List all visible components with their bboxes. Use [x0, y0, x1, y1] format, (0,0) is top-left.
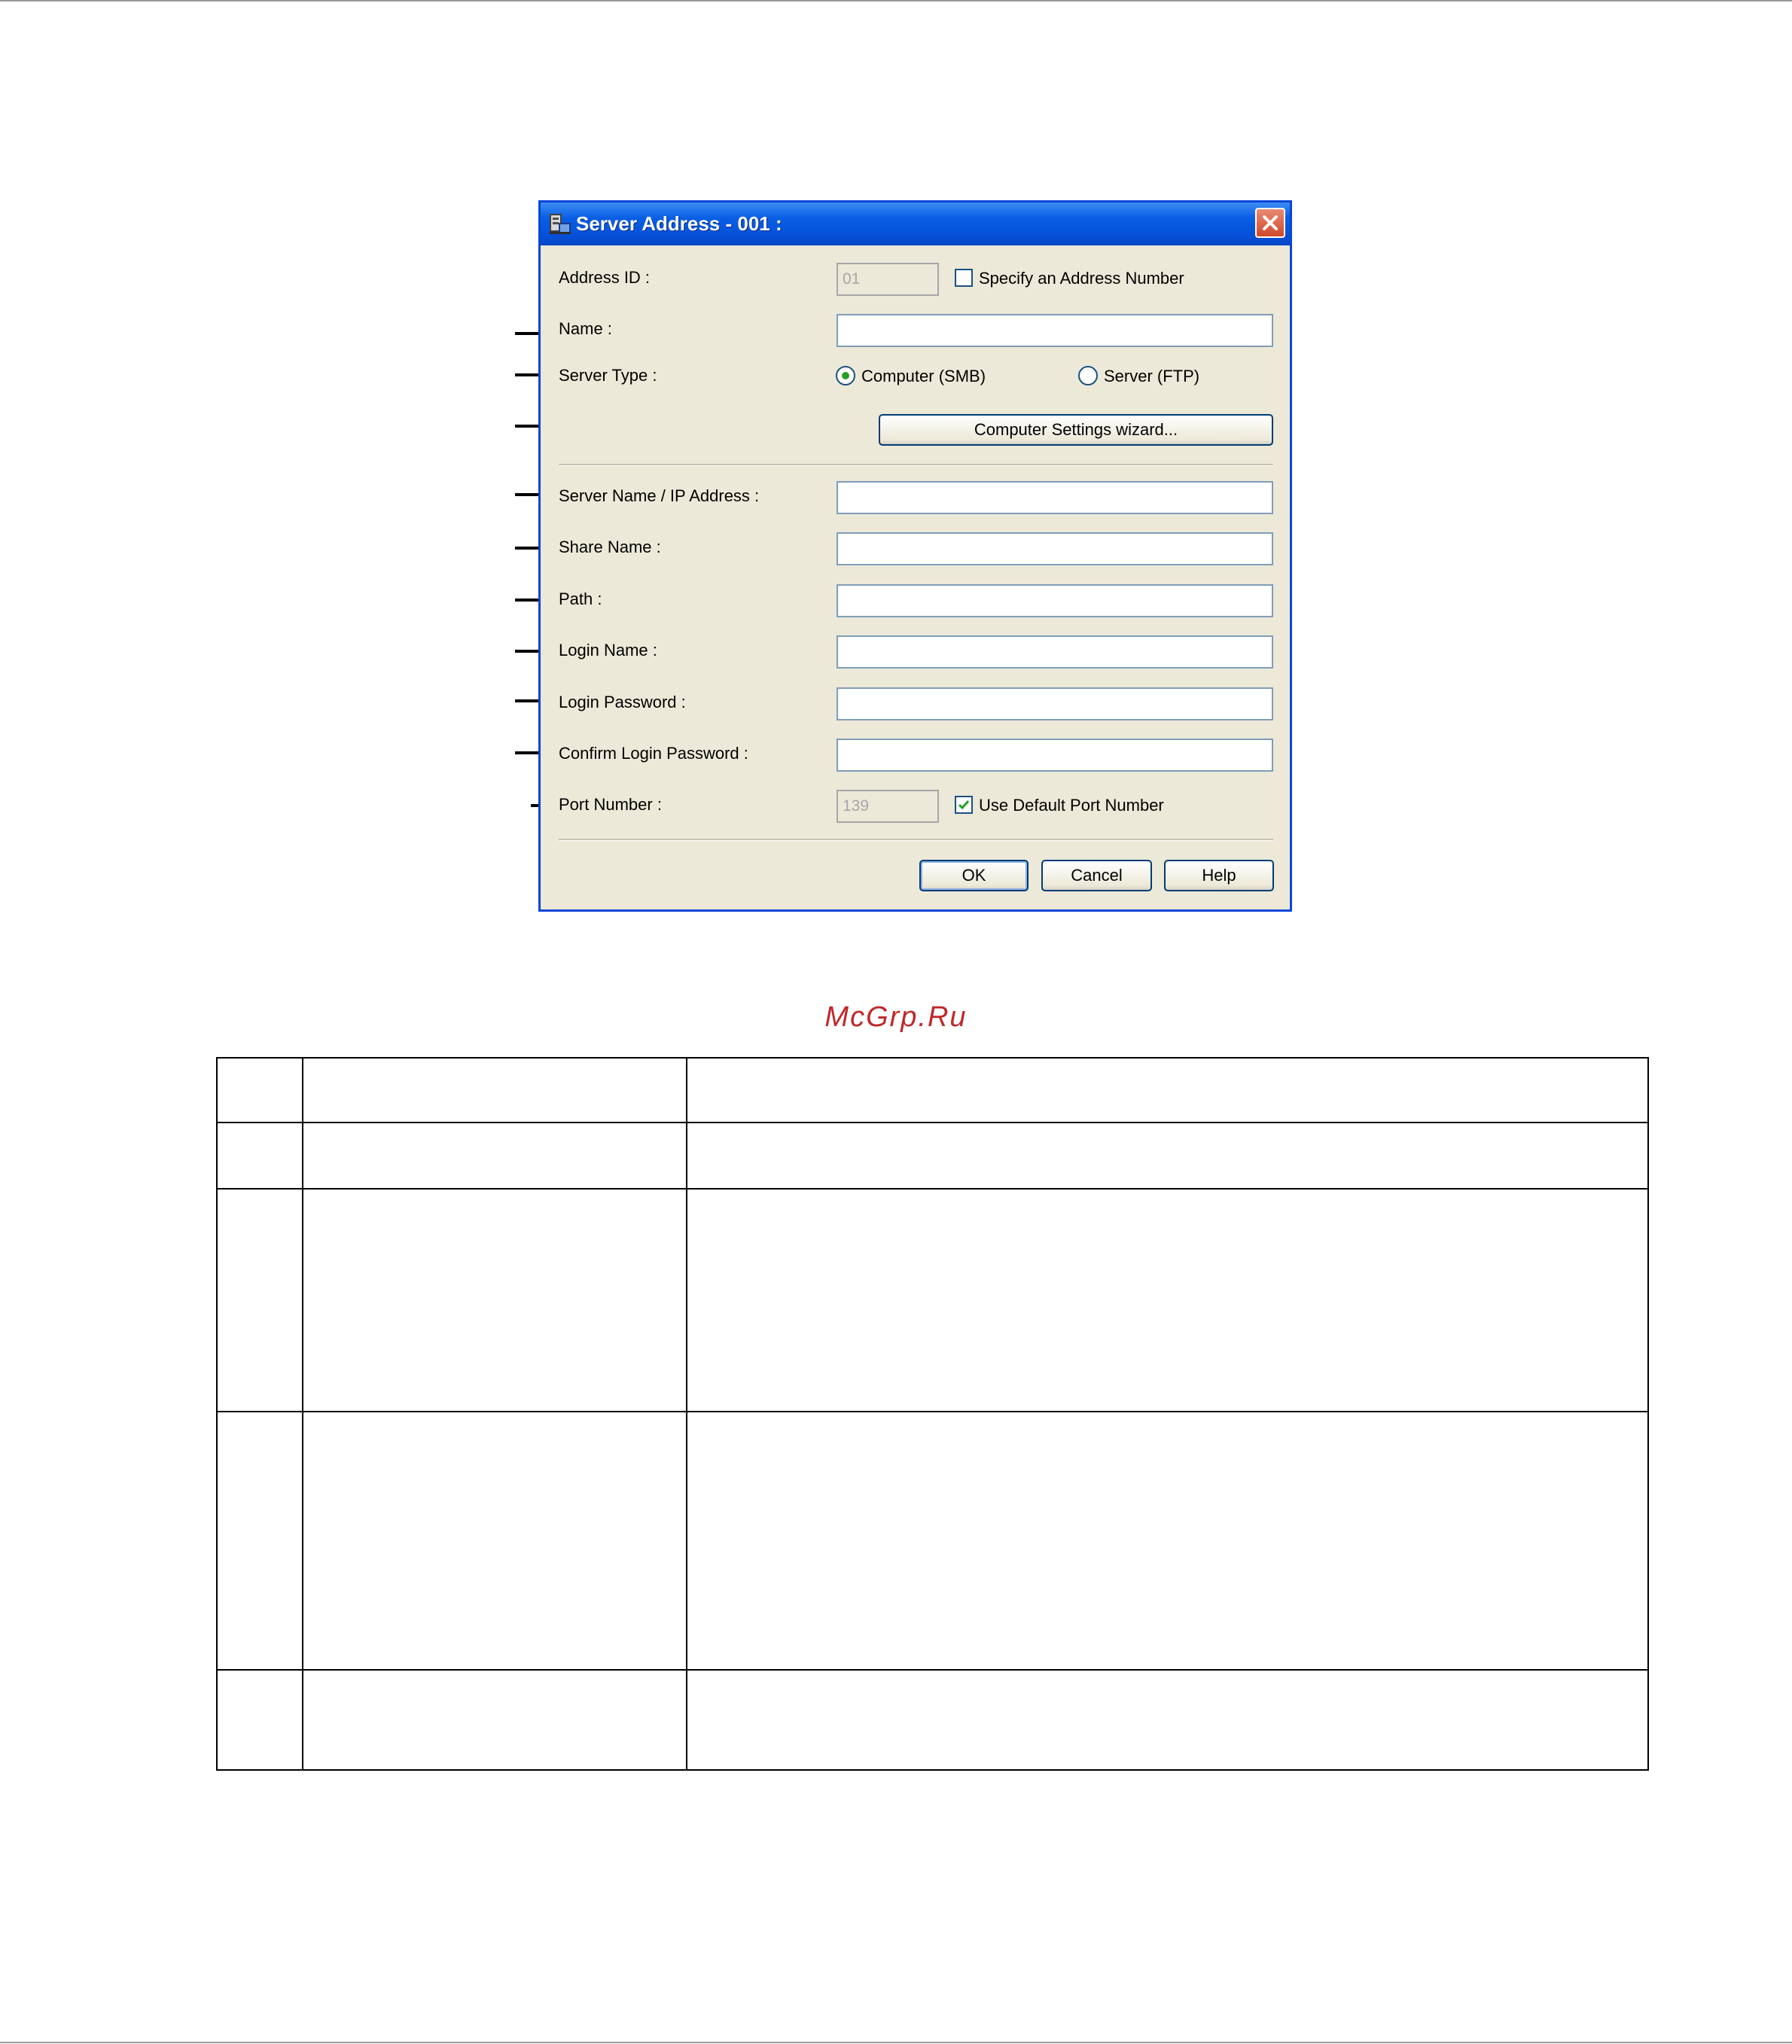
- login-password-input[interactable]: [837, 687, 1273, 720]
- specify-address-label: Specify an Address Number: [979, 269, 1184, 288]
- table-column-divider: [302, 1057, 303, 1771]
- table-border-right: [1647, 1057, 1649, 1771]
- login-name-input[interactable]: [837, 635, 1273, 669]
- table-border-bottom: [216, 1769, 1649, 1771]
- ok-button[interactable]: OK: [919, 860, 1029, 891]
- server-type-label: Server Type :: [559, 366, 657, 385]
- name-label: Name :: [559, 319, 612, 338]
- login-name-label: Login Name :: [559, 641, 657, 660]
- close-icon: [1261, 214, 1279, 232]
- table-row-divider: [216, 1411, 1649, 1412]
- bottom-rule: [0, 2042, 1792, 2043]
- server-address-dialog: [538, 200, 1292, 912]
- separator-bottom: [559, 839, 1273, 841]
- checkmark-icon: [957, 798, 971, 812]
- help-button[interactable]: Help: [1164, 860, 1274, 891]
- cancel-button[interactable]: Cancel: [1041, 860, 1152, 891]
- share-name-input[interactable]: [837, 532, 1273, 565]
- server-name-input[interactable]: [837, 481, 1273, 514]
- confirm-password-label: Confirm Login Password :: [559, 744, 748, 763]
- address-id-input[interactable]: [837, 263, 939, 296]
- dialog-title: Server Address - 001 :: [576, 212, 782, 235]
- radio-computer-smb-label: Computer (SMB): [861, 367, 986, 385]
- radio-computer-smb[interactable]: [836, 366, 855, 385]
- use-default-port-label: Use Default Port Number: [979, 796, 1164, 815]
- table-row-divider: [216, 1122, 1649, 1123]
- title-bar[interactable]: [541, 203, 1290, 245]
- close-button[interactable]: [1255, 208, 1285, 238]
- top-rule: [0, 0, 1792, 2]
- server-icon: [547, 212, 571, 236]
- path-label: Path :: [559, 589, 602, 608]
- specify-address-checkbox[interactable]: [955, 269, 973, 287]
- table-row-divider: [216, 1188, 1649, 1190]
- server-name-label: Server Name / IP Address :: [559, 486, 760, 505]
- watermark: McGrp.Ru: [824, 1001, 968, 1033]
- share-name-label: Share Name :: [559, 538, 661, 556]
- port-number-label: Port Number :: [559, 795, 662, 814]
- use-default-port-checkbox[interactable]: [955, 796, 973, 814]
- computer-settings-wizard-button[interactable]: Computer Settings wizard...: [879, 414, 1273, 446]
- table-row-divider: [216, 1669, 1649, 1671]
- separator-top: [559, 464, 1273, 466]
- path-input[interactable]: [837, 584, 1273, 617]
- table-column-divider: [686, 1057, 687, 1771]
- table-border-top: [216, 1057, 1649, 1059]
- login-password-label: Login Password :: [559, 693, 686, 711]
- radio-server-ftp-label: Server (FTP): [1104, 367, 1200, 385]
- address-id-label: Address ID :: [559, 268, 651, 287]
- confirm-password-input[interactable]: [837, 739, 1273, 772]
- radio-server-ftp[interactable]: [1078, 366, 1098, 385]
- table-border-left: [216, 1057, 218, 1771]
- port-number-input[interactable]: [837, 790, 939, 823]
- name-input[interactable]: [837, 314, 1273, 347]
